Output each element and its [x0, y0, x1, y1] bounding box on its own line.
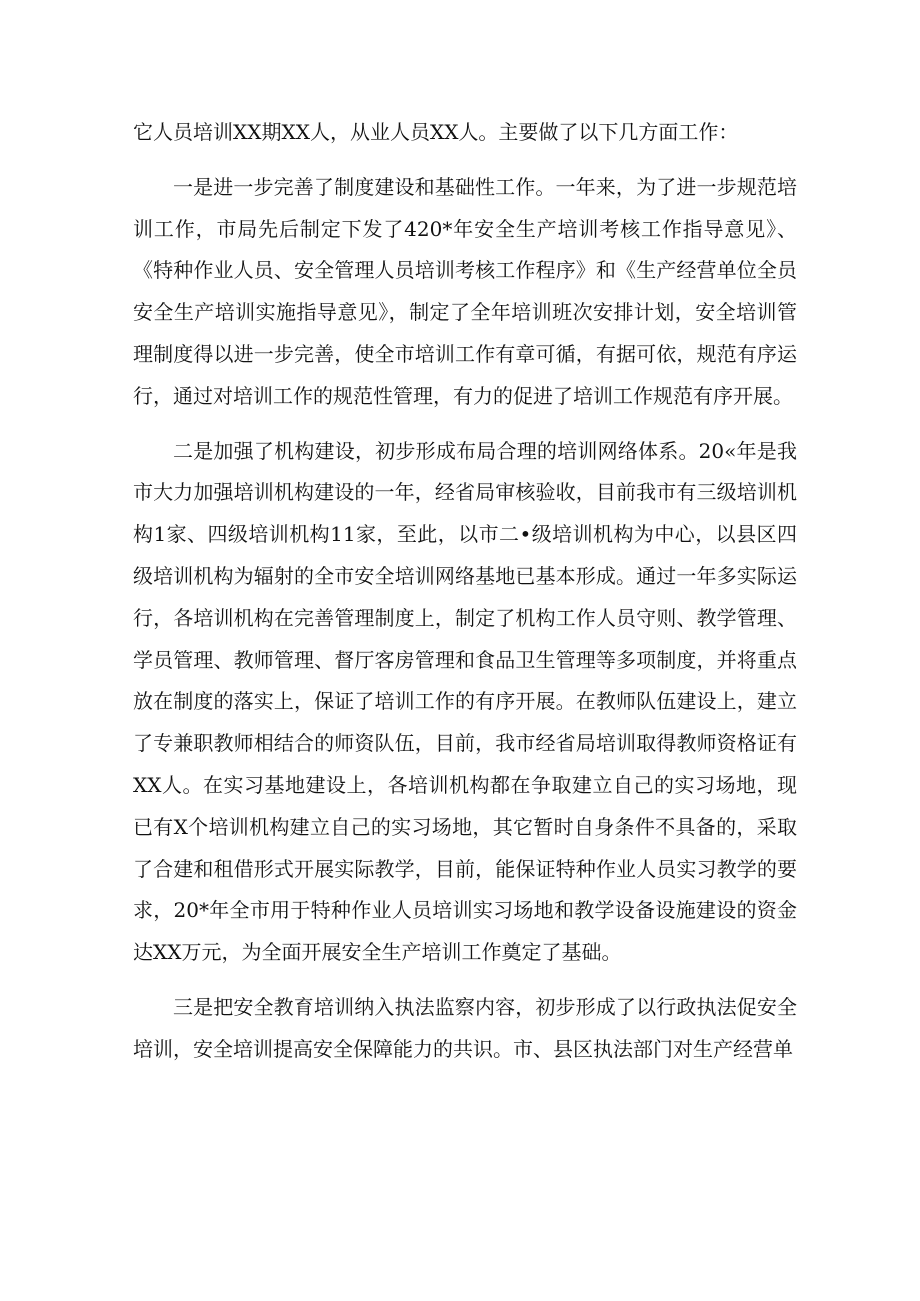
paragraph-institution-building: 二是加强了机构建设，初步形成布局合理的培训网络体系。20«年是我市大力加强培训机构建设的一年，经省局审核验收，目前我市有三级培训机构1家、四级培训机构11家，至此，以市二•级培训机构为中心，以县区四级培训机构为辐射的全市安全培训网络基地已基本形成。通过一年多实际运行，各培训机构在完善管理制度上，制定了机构工作人员守则、教学管理、学员管理、教师管理、督厅客房管理和食品卫生管理等多项制度，并将重点放在制度的落实上，保证了培训工作的有序开展。在教师队伍建设上，建立了专兼职教师相结合的师资队伍，目前，我市经省局培训取得教师资格证有XX人。在实习基地建设上，各培训机构都在争取建立自己的实习场地，现已有X个培训机构建立自己的实习场地，其它暂时自身条件不具备的，采取了合建和租借形式开展实际教学，目前，能保证特种作业人员实习教学的要求，20*年全市用于特种作业人员培训实习场地和教学设备设施建设的资金达XX万元，为全面开展安全生产培训工作奠定了基础。 [133, 438, 797, 965]
paragraph-system-building: 一是进一步完善了制度建设和基础性工作。一年来，为了进一步规范培训工作，市局先后制定下发了420*年安全生产培训考核工作指导意见》、《特种作业人员、安全管理人员培训考核工作程序》和《生产经营单位全员安全生产培训实施指导意见》，制定了全年培训班次安排计划，安全培训管理制度得以进一步完善，使全市培训工作有章可循，有据可依，规范有序运行，通过对培训工作的规范性管理，有力的促进了培训工作规范有序开展。 [133, 174, 797, 408]
body-text [133, 112, 797, 1084]
paragraph-law-enforcement: 三是把安全教育培训纳入执法监察内容，初步形成了以行政执法促安全培训，安全培训提高安全保障能力的共识。市、县区执法部门对生产经营单 [133, 994, 797, 1061]
paragraph-continuation: 它人员培训XX期XX人，从业人员XX人。主要做了以下几方面工作： [133, 120, 739, 144]
